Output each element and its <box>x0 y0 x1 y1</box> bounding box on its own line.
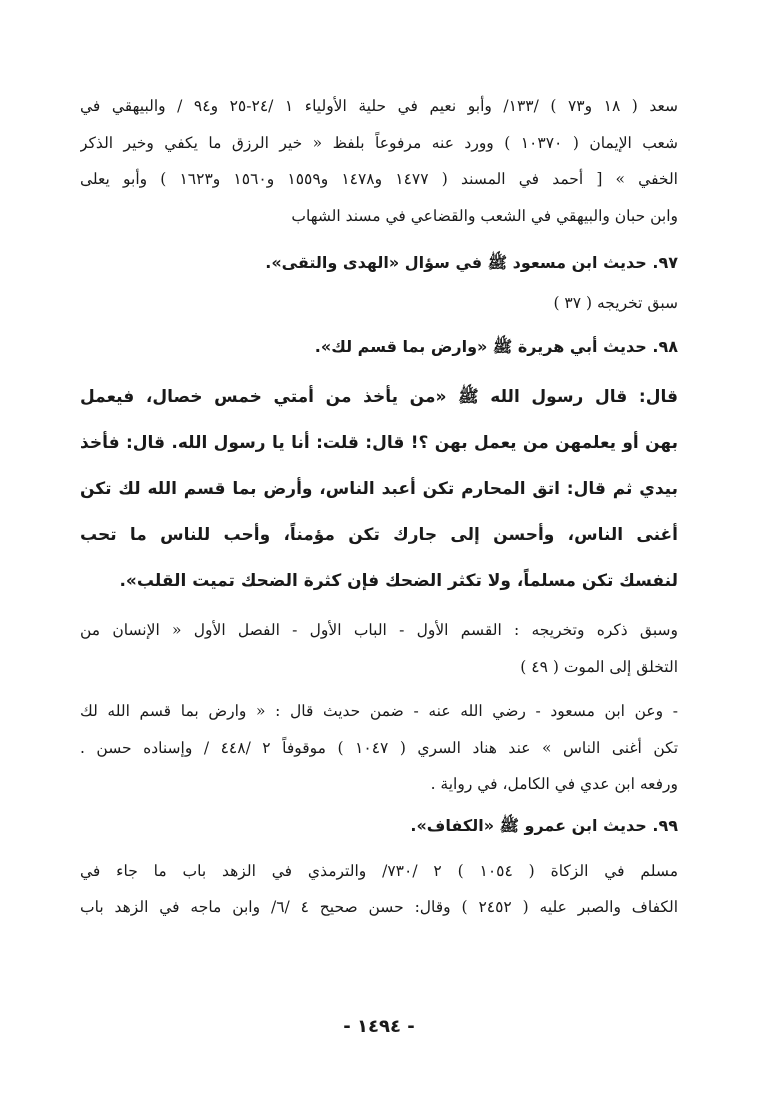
paragraph-line: ورفعه ابن عدي في الكامل، في رواية . <box>430 775 678 793</box>
hadith-line: بهن أو يعلمهن من يعمل بهن ؟! قال: قلت: أنا يا رسول الله. قال: فأخذ <box>80 433 678 453</box>
intro-line: وابن حبان والبيهقي في الشعب والقضاعي في مسند الشهاب <box>291 206 678 225</box>
hadith-line: أغنى الناس، وأحسن إلى جارك تكن مؤمناً، وأحب للناس ما تحب <box>80 525 678 545</box>
page-number: - ١٤٩٤ - <box>343 1016 415 1037</box>
intro-paragraph <box>80 88 678 234</box>
paragraph-98b <box>80 693 678 803</box>
paragraph-line: الكفاف والصبر عليه ( ٢٤٥٢ ) وقال: حسن صحيح ٤ /٦/ وابن ماجه في الزهد باب <box>80 898 678 916</box>
paragraph-line: التخلق إلى الموت ( ٤٩ ) <box>520 657 678 676</box>
intro-line: سعد ( ١٨ و٧٣ ) /١٣٣/ وأبو نعيم في حلية الأولياء ١ /٢٤-٢٥ و٩٤ / والبيهقي في <box>80 97 678 115</box>
section-heading-99: ٩٩. حديث ابن عمرو ﷺ «الكفاف». <box>410 815 678 835</box>
paragraph-99 <box>80 853 678 926</box>
intro-line: شعب الإيمان ( ١٠٣٧٠ ) وورد عنه مرفوعاً بلفظ « خير الرزق ما يكفي وخير الذكر <box>80 133 678 152</box>
note-97: سبق تخريجه ( ٣٧ ) <box>553 294 678 312</box>
hadith-line: لنفسك تكن مسلماً، ولا تكثر الضحك فإن كثرة الضحك تميت القلب». <box>119 571 678 591</box>
paragraph-line: - وعن ابن مسعود - رضي الله عنه - ضمن حديث قال : « وارض بما قسم الله لك <box>80 702 678 720</box>
paragraph-line: تكن أغنى الناس » عند هناد السري ( ١٠٤٧ ) موقوفاً ٢ /٤٤٨ / وإسناده حسن . <box>80 738 678 757</box>
page-body <box>80 88 678 926</box>
intro-line: الخفي » [ أحمد في المسند ( ١٤٧٧ و١٤٧٨ و١٥٥٩ و١٥٦٠ و١٦٢٣ ) وأبو يعلى <box>80 170 678 188</box>
section-heading-97: ٩٧. حديث ابن مسعود ﷺ في سؤال «الهدى والتقى». <box>265 253 678 272</box>
paragraph-98a <box>80 612 678 685</box>
hadith-line: بيدي ثم قال: اتق المحارم تكن أعبد الناس، وأرض بما قسم الله لك تكن <box>80 479 678 499</box>
section-heading-98: ٩٨. حديث أبي هريرة ﷺ «وارض بما قسم لك». <box>314 337 678 356</box>
hadith-line: قال: قال رسول الله ﷺ «من يأخذ من أمتي خمس خصال، فيعمل <box>80 387 678 407</box>
hadith-text <box>80 374 678 604</box>
paragraph-line: مسلم في الزكاة ( ١٠٥٤ ) ٢ /٧٣٠/ والترمذي في الزهد باب ما جاء في <box>80 861 678 880</box>
paragraph-line: وسبق ذكره وتخريجه : القسم الأول - الباب الأول - الفصل الأول « الإنسان من <box>80 621 678 639</box>
